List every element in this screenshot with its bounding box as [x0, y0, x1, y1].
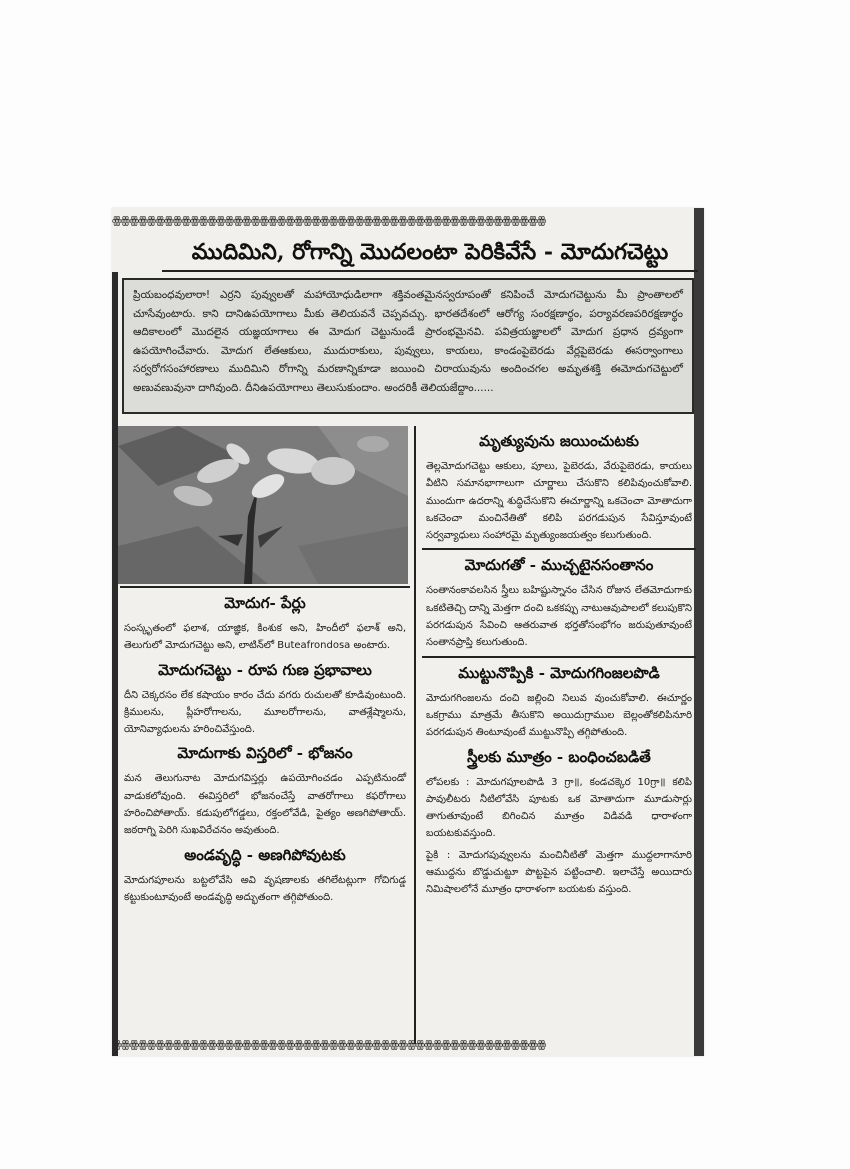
- article-headline: ముదిమిని, రోగాన్ని మొదలంటా పెరికివేసే - మోదుగచెట్టు: [162, 234, 698, 272]
- decorative-border-bottom: ꙮꙮꙮꙮꙮꙮꙮꙮꙮꙮꙮꙮꙮꙮꙮꙮꙮꙮꙮꙮꙮꙮꙮꙮꙮꙮꙮꙮꙮꙮꙮꙮꙮꙮꙮꙮꙮꙮꙮꙮꙮꙮꙮꙮꙮꙮꙮꙮꙮꙮ: [112, 1038, 546, 1051]
- section-text: పైకి : మోదుగపువ్వులను మంచినీటితో మెత్తగా ముద్దలాగానూరి ఆముద్దను బొడ్డుచుట్టూ పొట్టపైన పట్టించాలి. ఇలాచేస్తే అయిదారు నిమిషాలలోనే మూత్రం ధారాళంగా బయటకు వస్తుంది.: [426, 849, 692, 896]
- section-text: సంతానంకావలసిన స్త్రీలు బహిష్టుస్నానం చేసిన రోజున లేతమోదుగాకు ఒకటితెచ్చి దాన్ని మెత్తగా దంచి ఒకకప్పు నాటుఆవుపాలలో కలుపుకొని పరగడుపున సేవించి ఆతరువాత భర్తతోసంభోగం జరుపుతూవుంటే సంతానప్రాప్తి కలుగుతుంది.: [426, 585, 692, 649]
- section-divider: [422, 656, 696, 658]
- decorative-border-top: ꙮꙮꙮꙮꙮꙮꙮꙮꙮꙮꙮꙮꙮꙮꙮꙮꙮꙮꙮꙮꙮꙮꙮꙮꙮꙮꙮꙮꙮꙮꙮꙮꙮꙮꙮꙮꙮꙮꙮꙮꙮꙮꙮꙮꙮꙮꙮꙮꙮꙮ: [112, 214, 546, 227]
- section-heading: మోదుగాకు విస్తరిలో - భోజనం: [177, 744, 353, 763]
- newspaper-clipping: [112, 208, 704, 1056]
- section-text: మన తెలుగునాట మోదుగవిస్తర్లు ఉపయోగించడం ఎప్పటినుండో వాడుకలోవుంది. ఈవిస్తరిలో భోజనంచేస్తే వాతరోగాలు కఫరోగాలు హరించిపోతాయ్. కడుపులోగడ్డలు, రక్తంలోవేడి, పైత్యం అణగిపోతాయ్. జఠరాగ్ని పెరిగి సుఖవిరేచనం అవుతుంది.: [124, 773, 406, 837]
- section-divider: [422, 548, 696, 550]
- section-text: మోదుగపూలను బట్టలోవేసి అవి వృషణాలకు తగిలేటట్లుగా గోచిగుడ్డ కట్టుకుంటూవుంటే అండవృద్ధి అద్భుతంగా తగ్గిపోతుంది.: [124, 874, 406, 903]
- section-text: దీని చెక్కరసం లేక కషాయం కారం చేదు వగరు రుచులతో కూడివుంటుంది. క్రిములను, ప్లీహరోగాలను, మూలరోగాలను, వాతశ్లేష్మాలను, యోనివ్యాధులను హరించివేస్తుంది.: [124, 689, 406, 736]
- section-text: మోదుగగింజలను దంచి జల్లించి నిలువ వుంచుకోవాలి. ఈచూర్ణం ఒకగ్రాము మాత్రమే తీసుకొని అయిదుగ్రాముల బెల్లంతోకలిపినూరి పరగడుపున తింటూవుంటే ముట్టునొప్పి తగ్గిపోతుంది.: [426, 692, 692, 739]
- right-column: [414, 426, 696, 1044]
- section-heading: మోదుగ- పేర్లు: [224, 594, 306, 612]
- plant-photo: [118, 426, 408, 584]
- section-text: తెల్లమోదుగచెట్టు ఆకులు, పూలు, పైబెరడు, వేరుపైబెరడు, కాయలు వీటిని సమానభాగాలుగా చూర్ణాలు చేసుకొని కలిపివుంచుకోవాలి. ముందుగా ఉదరాన్ని శుద్ధిచేసుకొని ఈచూర్ణాన్ని ఒకచెంచా మోతాదుగా ఒకచెంచా మంచినేతితో కలిపి పరగడుపున సేవిస్తూవుంటే సర్వవ్యాధులు సంహారమై మృత్యుంజయత్వం కలుగుతుంది.: [426, 461, 692, 542]
- section-heading: స్త్రీలకు మూత్రం - బంధించబడితే: [467, 747, 651, 766]
- section-text: సంస్కృతంలో ఫలాశ, యాజ్ఞిక, కింశుక అని, హిందీలో ఫలాశ్ అని, తెలుగులో మోదుగచెట్టు అని, లాటిన్‌లో Buteafrondosa అంటారు.: [124, 623, 406, 652]
- left-column: [120, 586, 410, 1044]
- section-heading: అండవృద్ధి - అణగిపోవుటకు: [184, 845, 346, 864]
- section-heading: మోదుగచెట్టు - రూప గుణ ప్రభావాలు: [158, 660, 372, 679]
- section-heading: ముట్టునొప్పికి - మోదుగగింజలపొడి: [458, 663, 660, 682]
- section-heading: మృత్యువును జయించుటకు: [479, 432, 639, 450]
- intro-box: ప్రియబంధవులారా! ఎర్రని పువ్వులతో మహాయోధుడిలాగా శక్తివంతమైనస్వరూపంతో కనిపించే మోదుగచెట్టును మీ ప్రాంతాలలో చూసేవుంటారు. కాని దానిఉపయోగాలు మీకు తెలియవనే చెప్పవచ్చు. భారతదేశంలో ఆరోగ్య సంరక్షణార్థం, పర్యావరణపరిరక్షణార్థం ఆదికాలంలో మొదలైన యజ్ఞయాగాలు ఈ మోదుగ చెట్టునుండే ప్రారంభమైనవి. పవిత్రయజ్ఞాలలో మోదుగ ప్రధాన ద్రవ్యంగా ఉపయోగించేవారు. మోదుగ లేతఆకులు, ముదురాకులు, పువ్వులు, కాయలు, కాండంపైబెరడు వేర్లపైబెరడు ఈసర్వాంగాలు సర్వరోగసంహారణాలు ముదిమిని రోగాన్ని మరణాన్నికూడా జయించి చిరాయువును అందించగల అమృతశక్తి ఈమోదుగచెట్టులో అణువణువునా దాగివుంది. దీనిఉపయోగాలు తెలుసుకుందాం. అందరికీ తెలియజేద్దాం......: [122, 278, 694, 414]
- section-text: లోపలకు : మోదుగపూలపొడి 3 గ్రా॥, కండచక్కెర 10గ్రా॥ కలిపి పావులీటరు నీటిలోవేసి పూటకు ఒక మోతాదుగా మూడుసార్లు తాగుతూవుంటే బిగించిన మూత్రం విడివడి ధారాళంగా బయటకువస్తుంది.: [426, 776, 692, 840]
- section-heading: మోదుగతో - ముచ్చటైనసంతానం: [464, 556, 654, 575]
- column-rule: [112, 272, 118, 1056]
